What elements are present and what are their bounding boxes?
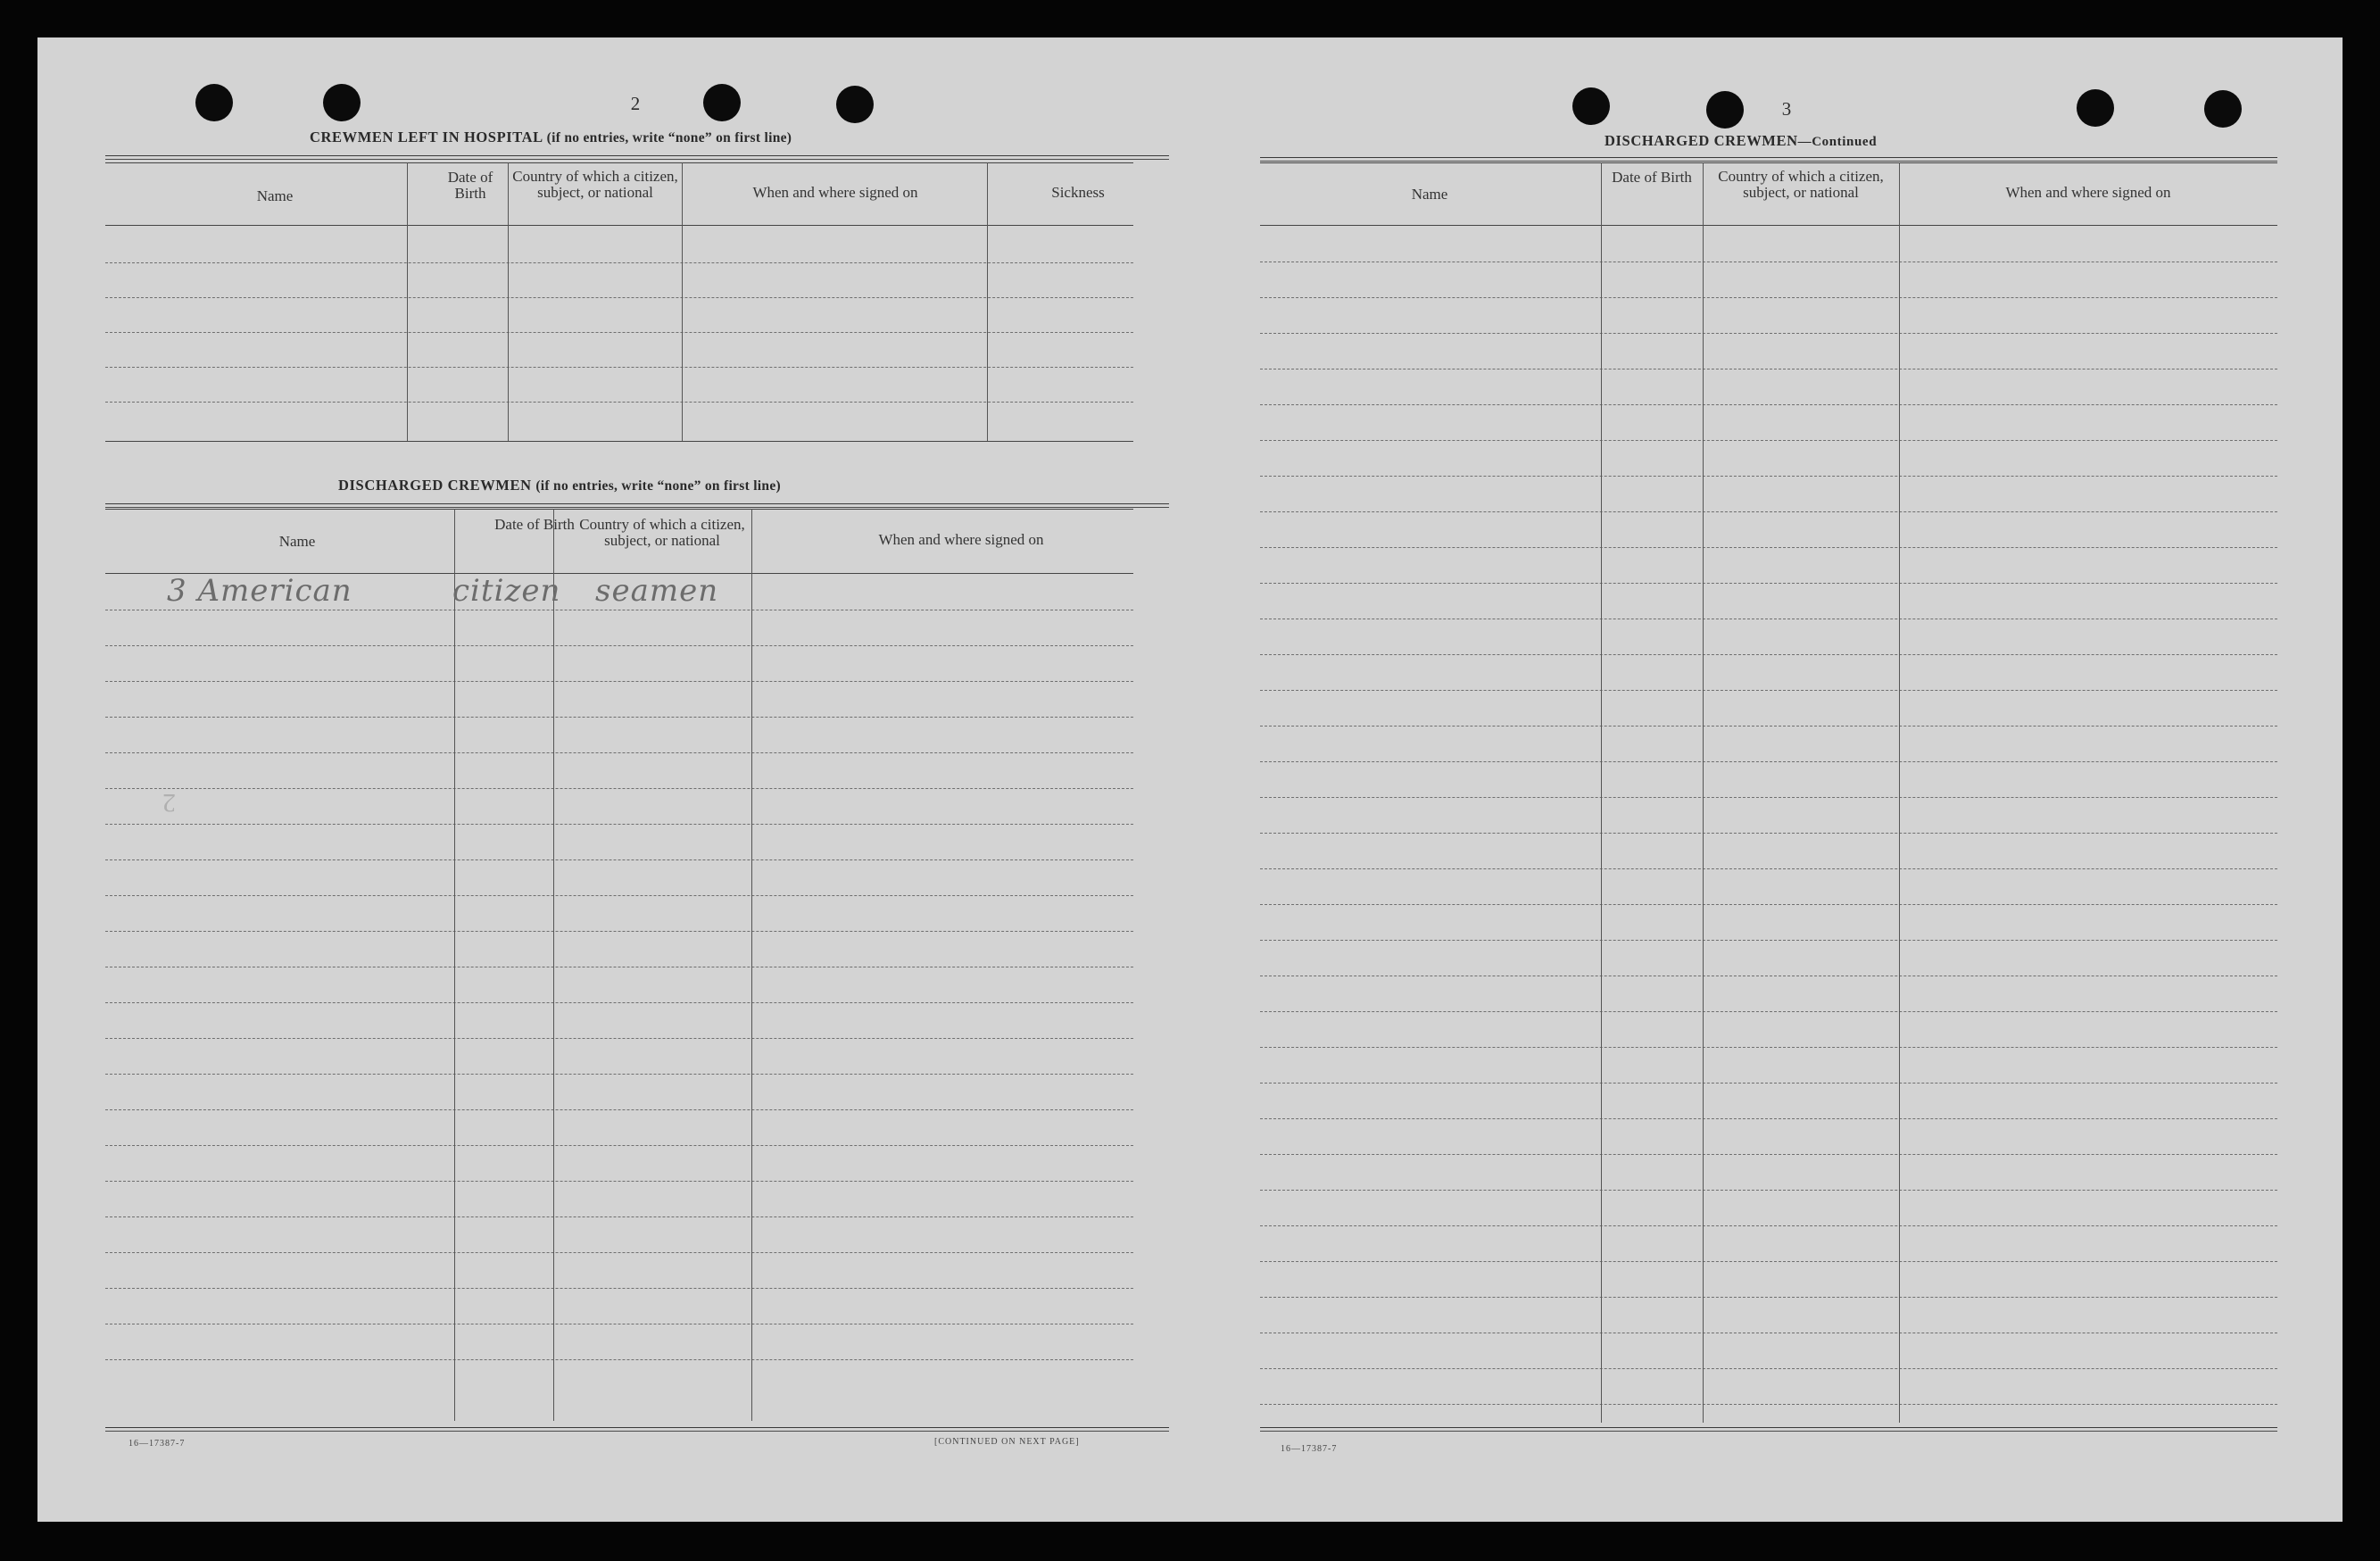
discharged-top-rule bbox=[105, 503, 1169, 504]
left-bottom-rule bbox=[105, 1427, 1169, 1428]
table-row-line bbox=[105, 262, 1133, 263]
table-row-line bbox=[1260, 404, 2277, 405]
right-col-country: Country of which a citizen, subject, or national bbox=[1718, 168, 1884, 201]
table-column-divider bbox=[407, 162, 408, 441]
table-row-line bbox=[105, 1216, 1133, 1217]
table-row-line bbox=[105, 859, 1133, 860]
right-page-number: 3 bbox=[1781, 98, 1792, 120]
form-sheet bbox=[37, 37, 2343, 1522]
table-column-divider bbox=[454, 509, 455, 1421]
hospital-top-rule bbox=[105, 155, 1169, 156]
right-col-dob: Date of Birth bbox=[1612, 169, 1692, 186]
table-column-divider bbox=[751, 509, 752, 1421]
table-row-line bbox=[105, 895, 1133, 896]
hospital-title-text: CREWMEN LEFT IN HOSPITAL bbox=[310, 129, 543, 145]
left-form-code: 16—17387-7 bbox=[129, 1439, 186, 1449]
table-row-line bbox=[1260, 833, 2277, 834]
table-row-line bbox=[1260, 690, 2277, 691]
hospital-col-country: Country of which a citizen, subject, or national bbox=[512, 168, 678, 201]
table-row-line bbox=[1260, 1404, 2277, 1405]
discharged-col-dob: Date of Birth bbox=[494, 516, 575, 533]
punch-hole bbox=[836, 86, 874, 123]
table-column-divider bbox=[1601, 162, 1602, 1423]
table-row-line bbox=[105, 402, 1133, 403]
table-row-line bbox=[1260, 868, 2277, 869]
table-row-line bbox=[1260, 940, 2277, 941]
table-row-line bbox=[1260, 1368, 2277, 1369]
discharged-continued-text: DISCHARGED CREWMEN bbox=[1605, 132, 1798, 149]
table-row-line bbox=[1260, 511, 2277, 512]
continued-notice: [CONTINUED ON NEXT PAGE] bbox=[934, 1437, 1080, 1447]
table-row-line bbox=[1260, 1190, 2277, 1191]
hospital-title-note: (if no entries, write “none” on first line) bbox=[546, 130, 792, 145]
table-row-line bbox=[105, 645, 1133, 646]
table-header-bottom-line bbox=[105, 225, 1133, 226]
table-row-line bbox=[105, 1288, 1133, 1289]
table-row-line bbox=[1260, 797, 2277, 798]
punch-hole bbox=[323, 84, 361, 121]
discharged-continued-title bbox=[1605, 132, 1877, 150]
table-column-divider bbox=[682, 162, 683, 441]
table-row-line bbox=[1260, 547, 2277, 548]
table-row-line bbox=[1260, 654, 2277, 655]
right-col-name: Name bbox=[1411, 186, 1448, 203]
table-header-bottom-line bbox=[1260, 225, 2277, 226]
table-row-line bbox=[1260, 297, 2277, 298]
table-row-line bbox=[105, 1252, 1133, 1253]
table-row-line bbox=[105, 1145, 1133, 1146]
table-row-line bbox=[105, 1109, 1133, 1110]
table-bottom-line bbox=[105, 441, 1133, 442]
table-row-line bbox=[105, 824, 1133, 825]
table-row-line bbox=[1260, 1118, 2277, 1119]
table-column-divider bbox=[553, 509, 554, 1421]
discharged-col-signed-on: When and where signed on bbox=[878, 531, 1044, 548]
table-row-line bbox=[105, 1181, 1133, 1182]
hospital-col-sickness: Sickness bbox=[1051, 184, 1105, 201]
table-row-line bbox=[1260, 333, 2277, 334]
table-column-divider bbox=[508, 162, 509, 441]
table-row-line bbox=[1260, 726, 2277, 727]
discharged-col-name: Name bbox=[278, 533, 316, 550]
hospital-section-title bbox=[310, 129, 792, 146]
table-row-line bbox=[105, 752, 1133, 753]
punch-hole bbox=[195, 84, 233, 121]
hospital-col-name: Name bbox=[256, 187, 294, 204]
left-page-number: 2 bbox=[630, 93, 641, 114]
table-row-line bbox=[1260, 1047, 2277, 1048]
table-row-line bbox=[1260, 583, 2277, 584]
handwritten-country-entry: seamen bbox=[595, 573, 719, 609]
table-header-top-line bbox=[105, 162, 1133, 163]
table-column-divider bbox=[1899, 162, 1900, 1423]
table-row-line bbox=[1260, 761, 2277, 762]
punch-hole bbox=[2077, 89, 2114, 127]
punch-hole bbox=[1706, 91, 1744, 129]
table-row-line bbox=[105, 1074, 1133, 1075]
right-col-signed-on: When and where signed on bbox=[2005, 184, 2171, 201]
table-row-line bbox=[105, 1038, 1133, 1039]
table-column-divider bbox=[987, 162, 988, 441]
table-row-line bbox=[1260, 1225, 2277, 1226]
discharged-continued-suffix: —Continued bbox=[1797, 135, 1878, 149]
discharged-section-title bbox=[338, 477, 781, 494]
handwritten-dob-entry: citizen bbox=[452, 573, 561, 609]
table-row-line bbox=[1260, 1261, 2277, 1262]
discharged-title-note: (if no entries, write “none” on first line) bbox=[535, 478, 781, 494]
table-row-line bbox=[105, 1002, 1133, 1003]
punch-hole bbox=[1572, 87, 1610, 125]
table-row-line bbox=[105, 297, 1133, 298]
right-top-rule bbox=[1260, 157, 2277, 158]
table-row-line bbox=[1260, 1083, 2277, 1084]
discharged-title-text: DISCHARGED CREWMEN bbox=[338, 477, 532, 494]
faint-bleed-mark: 2 bbox=[162, 788, 176, 818]
table-row-line bbox=[105, 332, 1133, 333]
punch-hole bbox=[703, 84, 741, 121]
table-row-line bbox=[1260, 1011, 2277, 1012]
table-row-line bbox=[105, 717, 1133, 718]
table-row-line bbox=[105, 788, 1133, 789]
handwritten-name-entry: 3 American bbox=[167, 573, 352, 609]
table-row-line bbox=[1260, 476, 2277, 477]
discharged-col-country: Country of which a citizen, subject, or national bbox=[579, 516, 745, 549]
table-row-line bbox=[105, 931, 1133, 932]
table-row-line bbox=[1260, 440, 2277, 441]
table-row-line bbox=[105, 367, 1133, 368]
table-column-divider bbox=[1703, 162, 1704, 1423]
table-row-line bbox=[1260, 904, 2277, 905]
table-row-line bbox=[105, 681, 1133, 682]
table-header-top-line bbox=[1260, 162, 2277, 163]
table-row-line bbox=[1260, 1154, 2277, 1155]
table-row-line bbox=[105, 1359, 1133, 1360]
table-header-top-line bbox=[105, 509, 1133, 510]
hospital-col-signed-on: When and where signed on bbox=[752, 184, 918, 201]
table-row-line bbox=[1260, 1297, 2277, 1298]
hospital-col-dob: Date of Birth bbox=[447, 169, 493, 202]
right-bottom-rule bbox=[1260, 1427, 2277, 1428]
right-form-code: 16—17387-7 bbox=[1281, 1444, 1338, 1454]
punch-hole bbox=[2204, 90, 2242, 128]
